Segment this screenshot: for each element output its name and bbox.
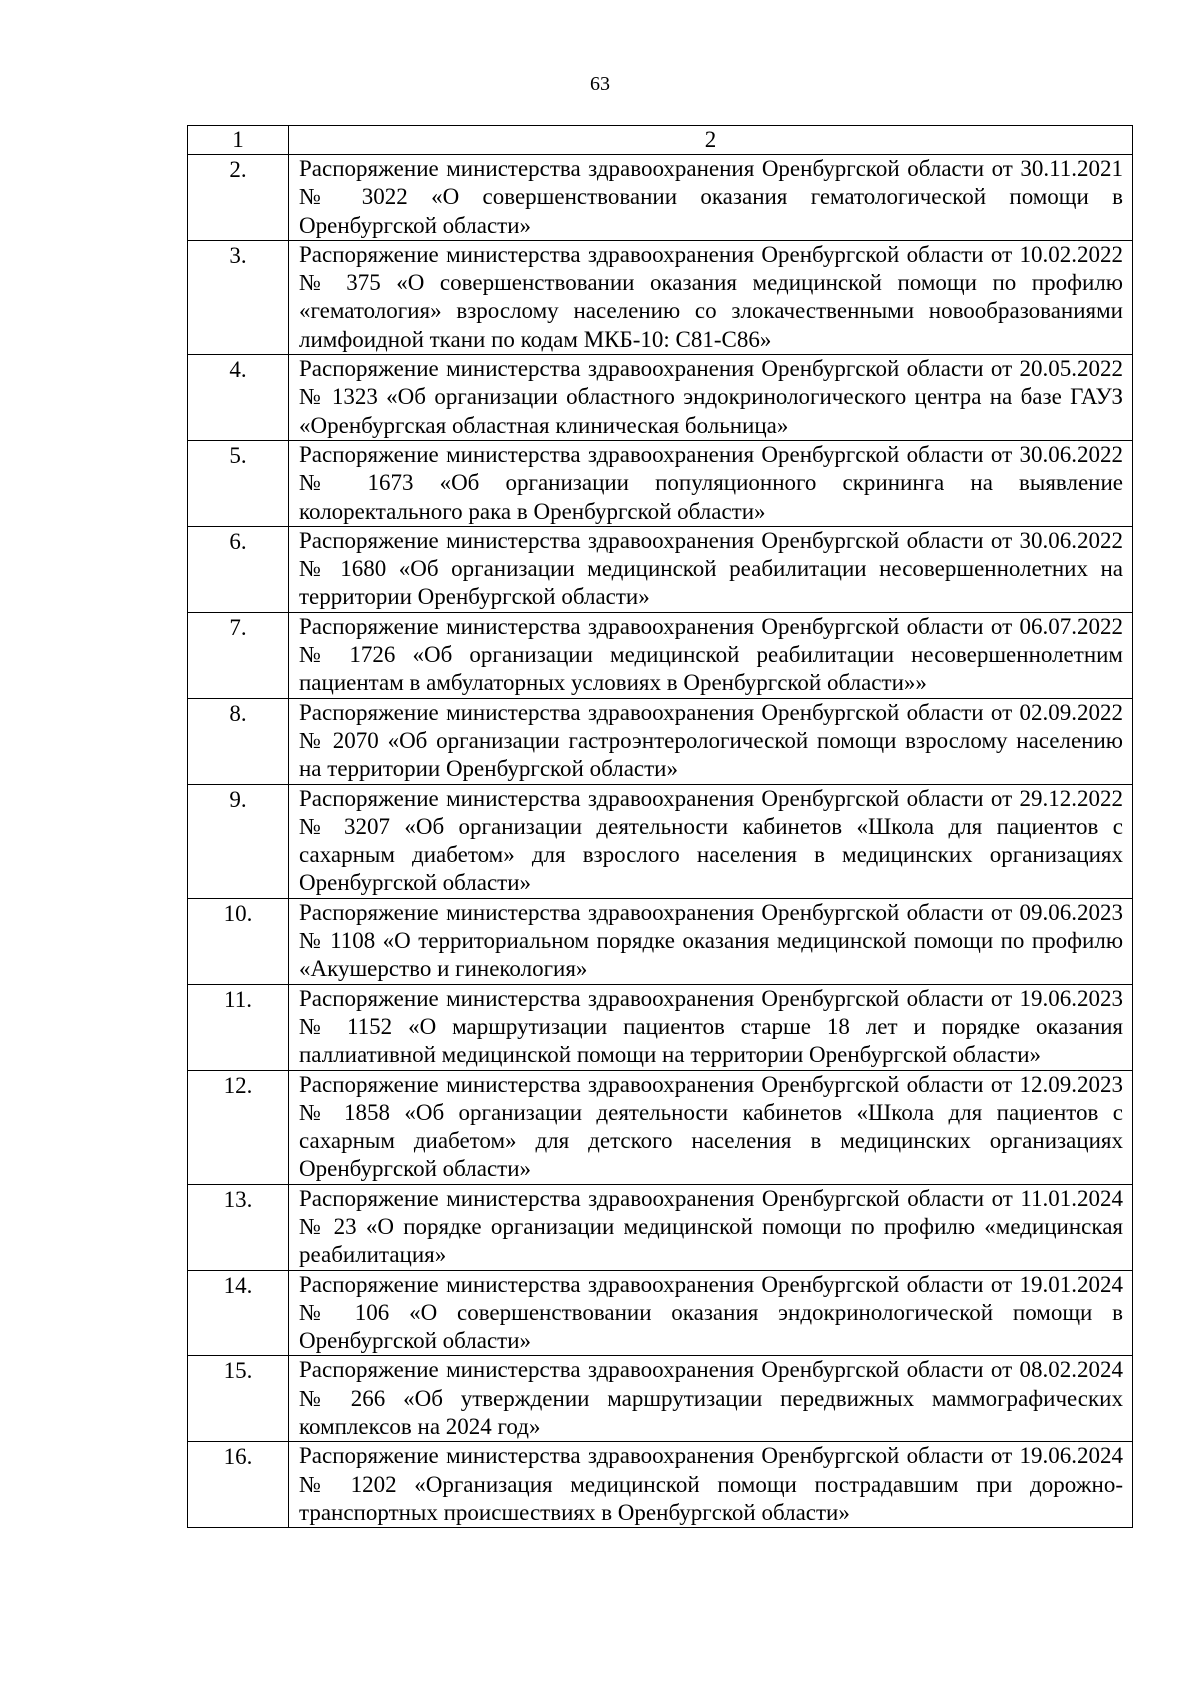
row-number: 4. <box>188 355 289 441</box>
table-row <box>188 440 1133 526</box>
table-row <box>188 1070 1133 1184</box>
row-number: 3. <box>188 240 289 354</box>
row-document-text: Распоряжение министерства здравоохранения Оренбургской области от 20.05.2022 № 1323 «Об организации областного эндокринологического центра на базе ГАУЗ «Оренбургская областная клиническая больница» <box>289 355 1133 441</box>
row-number: 13. <box>188 1184 289 1270</box>
table-row <box>188 898 1133 984</box>
table-row <box>188 698 1133 784</box>
table-row <box>188 526 1133 612</box>
row-document-text: Распоряжение министерства здравоохранения Оренбургской области от 12.09.2023 № 1858 «Об организации деятельности кабинетов «Школа для пациентов с сахарным диабетом» для детского населения в медицинских организациях Оренбургской области» <box>289 1070 1133 1184</box>
row-number: 10. <box>188 898 289 984</box>
table-row <box>188 1356 1133 1442</box>
row-document-text: Распоряжение министерства здравоохранения Оренбургской области от 30.11.2021 № 3022 «О совершенствовании оказания гематологической помощи в Оренбургской области» <box>289 155 1133 241</box>
row-number: 14. <box>188 1270 289 1356</box>
table-row <box>188 1270 1133 1356</box>
row-number: 15. <box>188 1356 289 1442</box>
row-document-text: Распоряжение министерства здравоохранения Оренбургской области от 29.12.2022 № 3207 «Об организации деятельности кабинетов «Школа для пациентов с сахарным диабетом» для взрослого населения в медицинских организациях Оренбургской области» <box>289 784 1133 898</box>
row-document-text: Распоряжение министерства здравоохранения Оренбургской области от 08.02.2024 № 266 «Об утверждении маршрутизации передвижных маммографических комплексов на 2024 год» <box>289 1356 1133 1442</box>
table-row <box>188 612 1133 698</box>
row-number: 11. <box>188 984 289 1070</box>
row-document-text: Распоряжение министерства здравоохранения Оренбургской области от 09.06.2023 № 1108 «О территориальном порядке оказания медицинской помощи по профилю «Акушерство и гинекология» <box>289 898 1133 984</box>
page-number: 63 <box>590 73 610 95</box>
row-number: 5. <box>188 440 289 526</box>
documents-table <box>187 125 1133 1528</box>
row-document-text: Распоряжение министерства здравоохранения Оренбургской области от 19.01.2024 № 106 «О совершенствовании оказания эндокринологической помощи в Оренбургской области» <box>289 1270 1133 1356</box>
table-row <box>188 984 1133 1070</box>
row-document-text: Распоряжение министерства здравоохранения Оренбургской области от 06.07.2022 № 1726 «Об организации медицинской реабилитации несовершеннолетним пациентам в амбулаторных условиях в Оренбургской области»» <box>289 612 1133 698</box>
table-row <box>188 240 1133 354</box>
row-document-text: Распоряжение министерства здравоохранения Оренбургской области от 19.06.2024 № 1202 «Организация медицинской помощи пострадавшим при дорожно-транспортных происшествиях в Оренбургской области» <box>289 1442 1133 1528</box>
column-header-number: 1 <box>188 126 289 155</box>
row-number: 12. <box>188 1070 289 1184</box>
column-header-document: 2 <box>289 126 1133 155</box>
table-row <box>188 1442 1133 1528</box>
table-row <box>188 784 1133 898</box>
row-number: 6. <box>188 526 289 612</box>
row-document-text: Распоряжение министерства здравоохранения Оренбургской области от 10.02.2022 № 375 «О совершенствовании оказания медицинской помощи по профилю «гематология» взрослому населению со злокачественными новообразованиями лимфоидной ткани по кодам МКБ-10: С81-С86» <box>289 240 1133 354</box>
row-number: 7. <box>188 612 289 698</box>
row-document-text: Распоряжение министерства здравоохранения Оренбургской области от 19.06.2023 № 1152 «О маршрутизации пациентов старше 18 лет и порядке оказания паллиативной медицинской помощи на территории Оренбургской области» <box>289 984 1133 1070</box>
row-document-text: Распоряжение министерства здравоохранения Оренбургской области от 11.01.2024 № 23 «О порядке организации медицинской помощи по профилю «медицинская реабилитация» <box>289 1184 1133 1270</box>
row-number: 16. <box>188 1442 289 1528</box>
row-document-text: Распоряжение министерства здравоохранения Оренбургской области от 02.09.2022 № 2070 «Об организации гастроэнтерологической помощи взрослому населению на территории Оренбургской области» <box>289 698 1133 784</box>
table-row <box>188 1184 1133 1270</box>
row-document-text: Распоряжение министерства здравоохранения Оренбургской области от 30.06.2022 № 1673 «Об организации популяционного скрининга на выявление колоректального рака в Оренбургской области» <box>289 440 1133 526</box>
table-header-row <box>188 126 1133 155</box>
table-row <box>188 355 1133 441</box>
table-row <box>188 155 1133 241</box>
row-number: 9. <box>188 784 289 898</box>
row-number: 2. <box>188 155 289 241</box>
row-number: 8. <box>188 698 289 784</box>
row-document-text: Распоряжение министерства здравоохранения Оренбургской области от 30.06.2022 № 1680 «Об организации медицинской реабилитации несовершеннолетних на территории Оренбургской области» <box>289 526 1133 612</box>
